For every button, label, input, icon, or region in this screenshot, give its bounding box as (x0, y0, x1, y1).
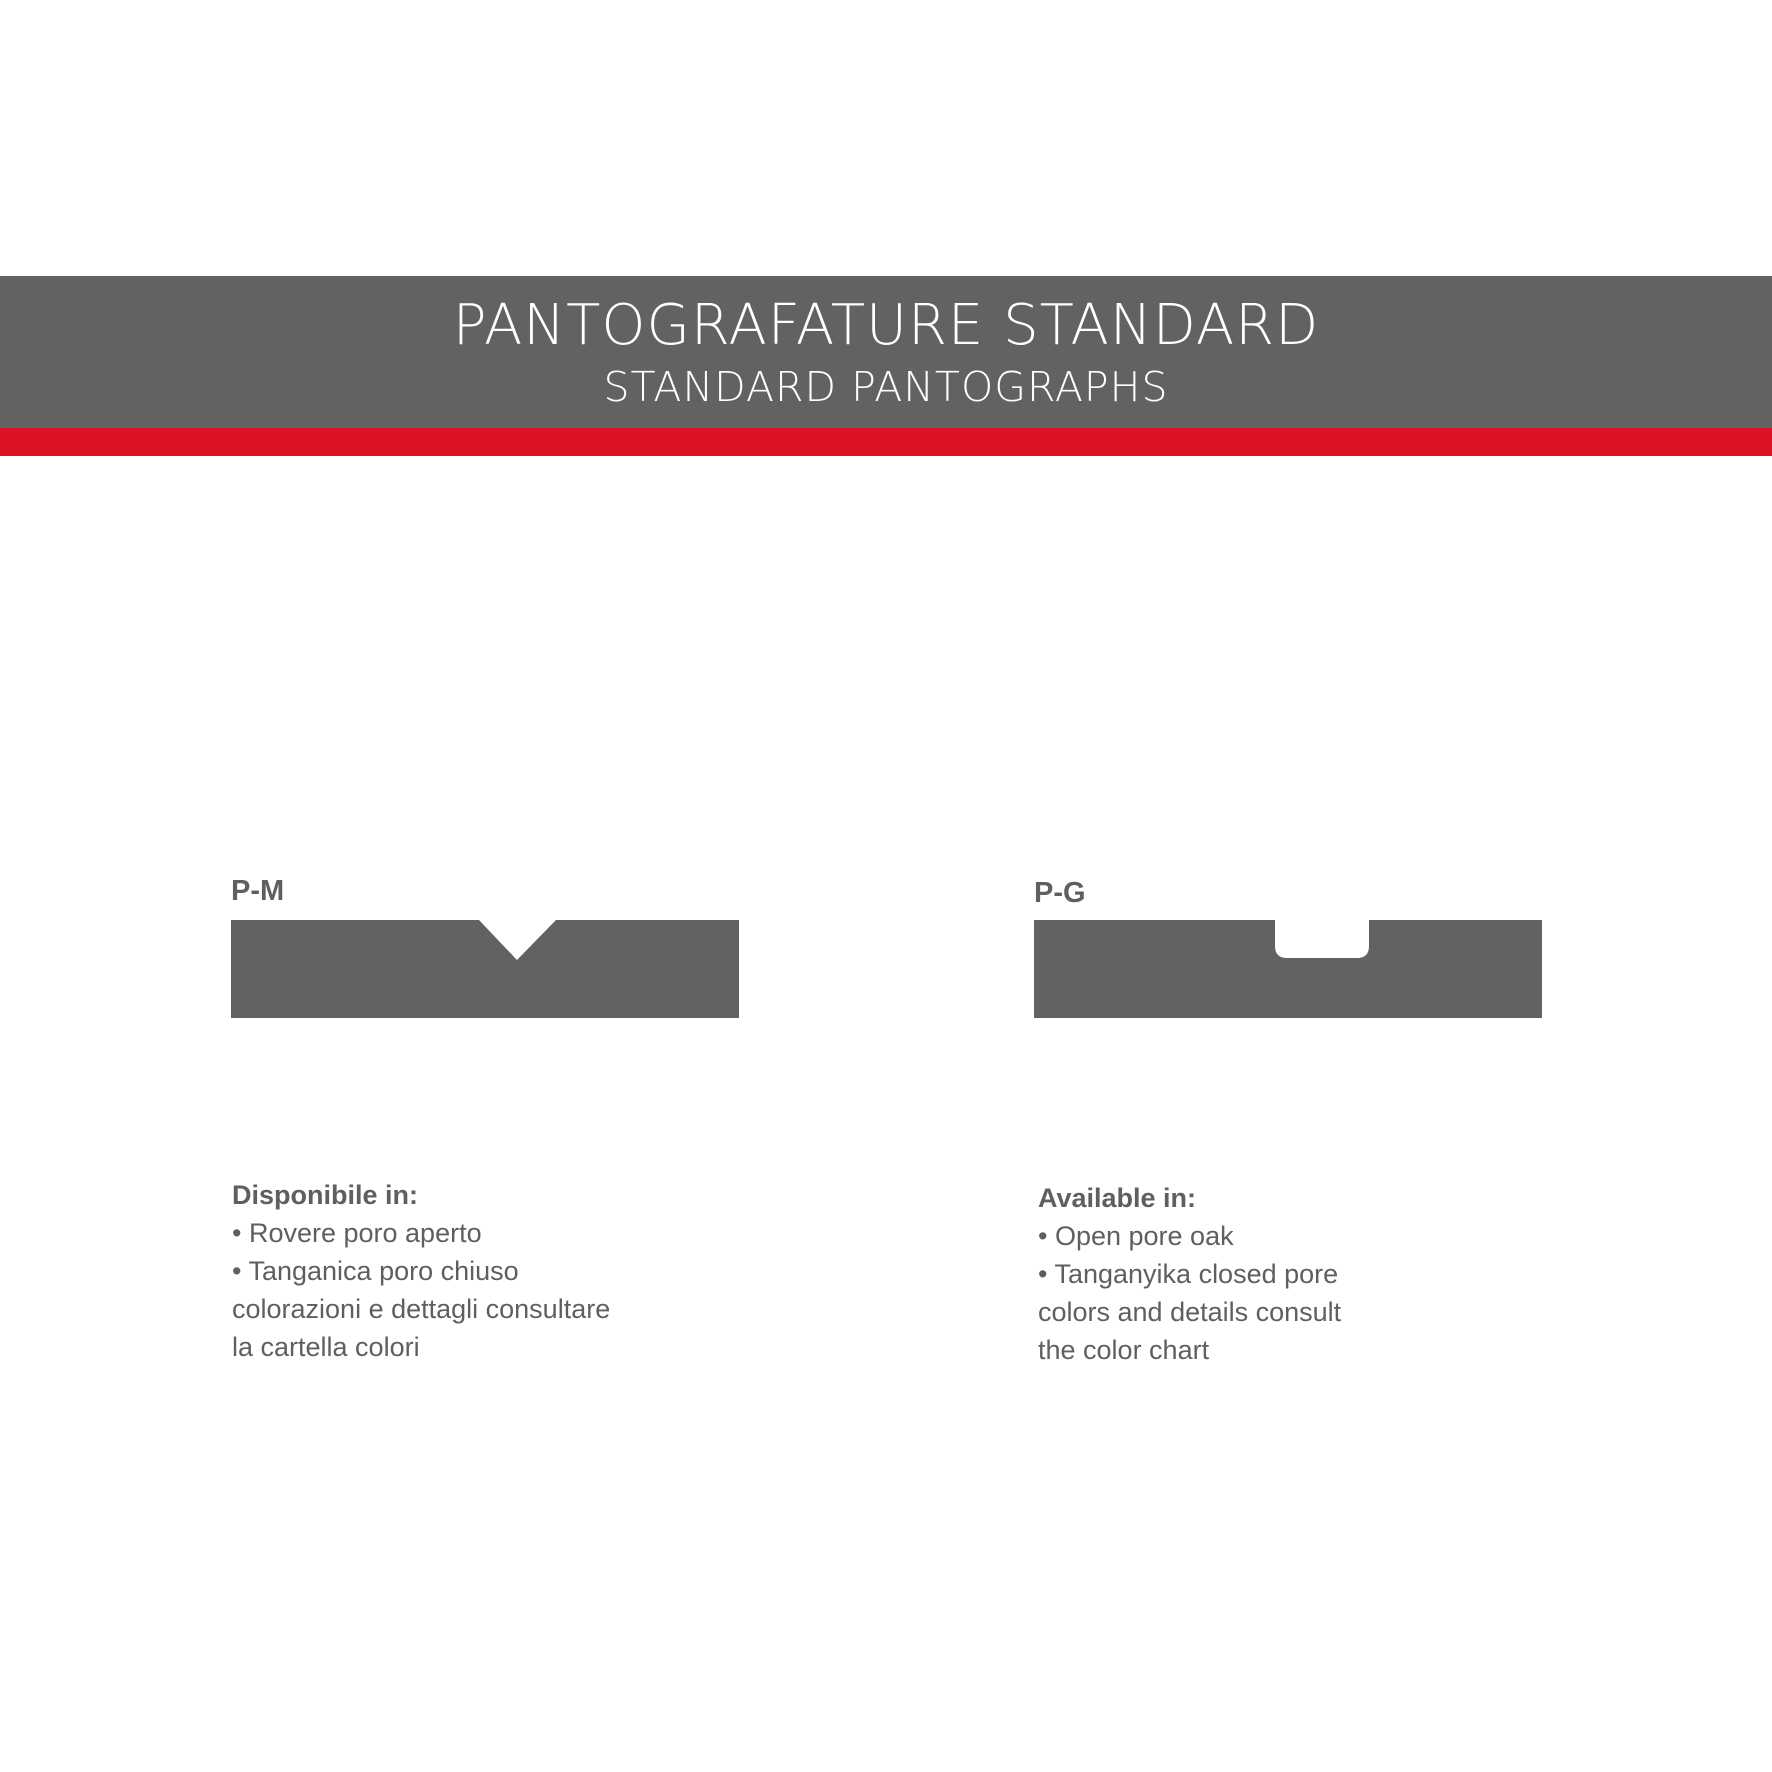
availability-note-en: the color chart (1038, 1335, 1210, 1365)
availability-english (1038, 1179, 1638, 1369)
availability-heading-it: Disponibile in: (232, 1180, 418, 1210)
page-title-italian: PANTOGRAFATURE STANDARD (452, 293, 1320, 358)
availability-note-it: la cartella colori (232, 1332, 420, 1362)
availability-note-it: colorazioni e dettagli consultare (232, 1294, 611, 1324)
rounded-groove-profile (1034, 920, 1542, 1018)
profile-p-g-shape (1034, 920, 1542, 1018)
profile-p-m-shape (231, 920, 739, 1018)
availability-item-it: • Rovere poro aperto (232, 1218, 482, 1248)
profile-label-p-g: P-G (1034, 877, 1086, 909)
page-title-english: STANDARD PANTOGRAPHS (603, 363, 1169, 411)
availability-italian (232, 1176, 832, 1366)
profile-label-p-m: P-M (231, 875, 285, 907)
availability-item-en: • Tanganyika closed pore (1038, 1259, 1339, 1289)
header-accent-stripe (0, 428, 1772, 456)
availability-item-en: • Open pore oak (1038, 1221, 1234, 1251)
v-groove-profile (231, 920, 739, 1018)
availability-note-en: colors and details consult (1038, 1297, 1342, 1327)
availability-heading-en: Available in: (1038, 1183, 1197, 1213)
availability-item-it: • Tanganica poro chiuso (232, 1256, 519, 1286)
